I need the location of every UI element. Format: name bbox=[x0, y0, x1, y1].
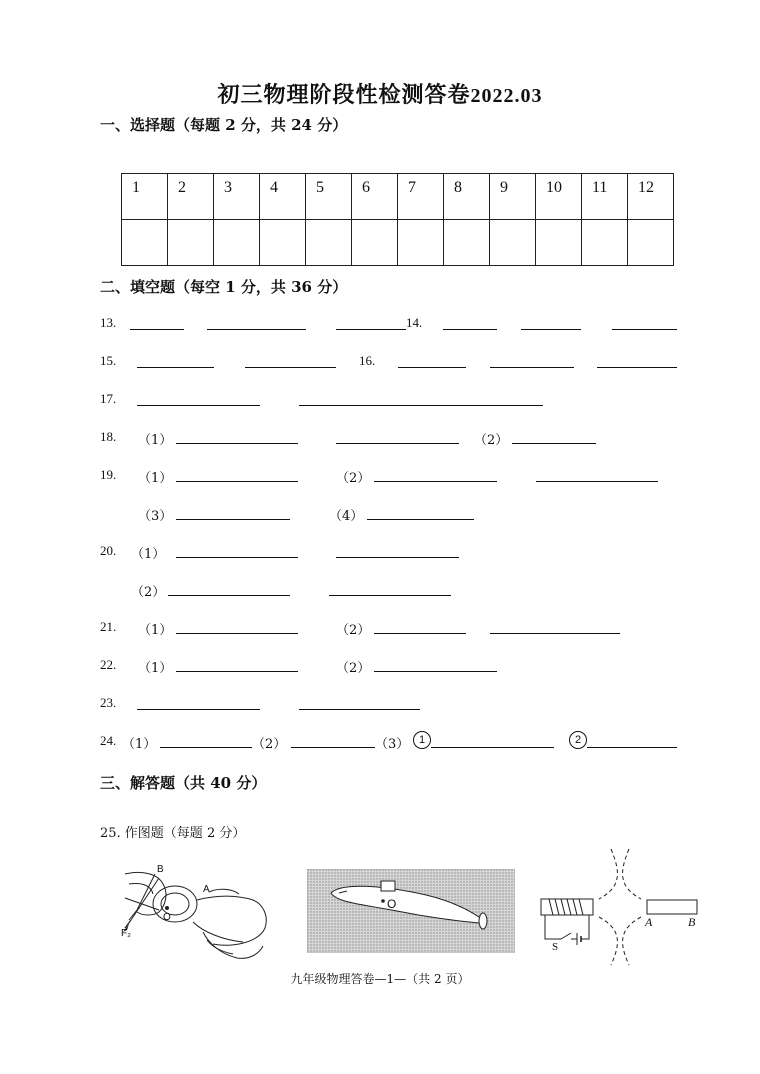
pliers-drawing bbox=[113, 862, 273, 970]
question-number-13: 13. bbox=[100, 315, 117, 330]
page-footer: 九年级物理答卷—1—（共 2 页） bbox=[290, 972, 470, 986]
subpart-label: （1） bbox=[131, 547, 166, 562]
answer-blank[interactable] bbox=[176, 519, 290, 520]
answer-blank[interactable] bbox=[398, 367, 466, 368]
answer-blank[interactable] bbox=[137, 405, 260, 406]
answer-blank[interactable] bbox=[612, 329, 677, 330]
page-title bbox=[0, 78, 760, 109]
subpart-label: （1） bbox=[138, 433, 173, 448]
answer-blank[interactable] bbox=[160, 747, 252, 748]
choice-number-cell: 6 bbox=[352, 174, 398, 220]
answer-blank[interactable] bbox=[336, 329, 406, 330]
label-b: B bbox=[688, 915, 696, 929]
answer-blank[interactable] bbox=[336, 443, 459, 444]
subpart-label: （2） bbox=[131, 585, 166, 600]
figure-pliers bbox=[113, 862, 273, 970]
answer-blank[interactable] bbox=[329, 595, 451, 596]
choice-answer-table bbox=[121, 173, 674, 266]
subpart-label: （2） bbox=[474, 433, 509, 448]
subpart-label: （2） bbox=[336, 471, 371, 486]
question-number-23: 23. bbox=[100, 695, 117, 710]
answer-cell[interactable] bbox=[628, 220, 674, 266]
answer-blank[interactable] bbox=[374, 481, 497, 482]
figure-electromagnet bbox=[537, 847, 702, 967]
answer-blank[interactable] bbox=[168, 595, 290, 596]
label-o: O bbox=[387, 897, 397, 911]
answer-blank[interactable] bbox=[490, 367, 574, 368]
answer-cell[interactable] bbox=[398, 220, 444, 266]
subpart-label: （2） bbox=[336, 661, 371, 676]
title-year: 2022.03 bbox=[470, 85, 543, 107]
circled-number-1: 1 bbox=[413, 731, 431, 749]
choice-number-cell: 8 bbox=[444, 174, 490, 220]
choice-number-row bbox=[122, 174, 674, 220]
choice-answer-row bbox=[122, 220, 674, 266]
answer-blank[interactable] bbox=[176, 557, 298, 558]
answer-cell[interactable] bbox=[306, 220, 352, 266]
answer-blank[interactable] bbox=[176, 671, 298, 672]
question-number-14: 14. bbox=[406, 315, 423, 330]
question-25-heading: 25. 作图题（每题 2 分） bbox=[100, 826, 246, 841]
figure-submarine bbox=[307, 869, 515, 953]
answer-cell[interactable] bbox=[214, 220, 260, 266]
subpart-label: （1） bbox=[138, 471, 173, 486]
answer-blank[interactable] bbox=[536, 481, 658, 482]
answer-cell[interactable] bbox=[490, 220, 536, 266]
answer-cell[interactable] bbox=[352, 220, 398, 266]
answer-cell[interactable] bbox=[260, 220, 306, 266]
answer-blank[interactable] bbox=[245, 367, 336, 368]
label-s: S bbox=[552, 941, 559, 953]
answer-cell[interactable] bbox=[168, 220, 214, 266]
choice-number-cell: 10 bbox=[536, 174, 582, 220]
answer-blank[interactable] bbox=[299, 405, 543, 406]
subpart-label: （3） bbox=[375, 737, 410, 752]
question-number-19: 19. bbox=[100, 467, 117, 482]
choice-number-cell: 3 bbox=[214, 174, 260, 220]
answer-blank[interactable] bbox=[176, 443, 298, 444]
subpart-label: （4） bbox=[329, 509, 364, 524]
choice-number-cell: 9 bbox=[490, 174, 536, 220]
electromagnet-drawing bbox=[537, 847, 702, 967]
answer-blank[interactable] bbox=[137, 709, 260, 710]
label-a: A bbox=[203, 884, 210, 895]
answer-blank[interactable] bbox=[176, 481, 298, 482]
choice-number-cell: 5 bbox=[306, 174, 352, 220]
answer-cell[interactable] bbox=[122, 220, 168, 266]
subpart-label: （1） bbox=[138, 623, 173, 638]
choice-number-cell: 11 bbox=[582, 174, 628, 220]
choice-number-cell: 4 bbox=[260, 174, 306, 220]
circled-number-2: 2 bbox=[569, 731, 587, 749]
question-number-21: 21. bbox=[100, 619, 117, 634]
answer-blank[interactable] bbox=[443, 329, 497, 330]
question-number-24: 24. bbox=[100, 733, 117, 748]
answer-blank[interactable] bbox=[374, 633, 466, 634]
answer-blank[interactable] bbox=[336, 557, 459, 558]
subpart-label: （1） bbox=[138, 661, 173, 676]
section-fill-heading: 二、填空题（每空 1 分，共 36 分） bbox=[100, 278, 348, 296]
answer-blank[interactable] bbox=[374, 671, 497, 672]
answer-blank[interactable] bbox=[291, 747, 375, 748]
answer-blank[interactable] bbox=[299, 709, 420, 710]
question-number-22: 22. bbox=[100, 657, 117, 672]
answer-blank[interactable] bbox=[431, 747, 554, 748]
choice-number-cell: 7 bbox=[398, 174, 444, 220]
question-number-15: 15. bbox=[100, 353, 117, 368]
answer-blank[interactable] bbox=[367, 519, 474, 520]
label-f2: F₂ bbox=[121, 928, 131, 939]
answer-blank[interactable] bbox=[512, 443, 596, 444]
submarine-drawing bbox=[307, 869, 515, 953]
answer-blank[interactable] bbox=[587, 747, 677, 748]
label-a: A bbox=[645, 915, 653, 929]
subpart-label: （2） bbox=[336, 623, 371, 638]
answer-blank[interactable] bbox=[130, 329, 184, 330]
title-text: 初三物理阶段性检测答卷 bbox=[217, 82, 471, 108]
question-number-17: 17. bbox=[100, 391, 117, 406]
answer-blank[interactable] bbox=[176, 633, 298, 634]
answer-blank[interactable] bbox=[207, 329, 306, 330]
answer-blank[interactable] bbox=[490, 633, 620, 634]
choice-number-cell: 1 bbox=[122, 174, 168, 220]
subpart-label: （3） bbox=[138, 509, 173, 524]
subpart-label: （2） bbox=[252, 737, 287, 752]
label-o: O bbox=[163, 912, 171, 923]
label-b: B bbox=[157, 864, 164, 875]
subpart-label: （1） bbox=[122, 737, 157, 752]
choice-number-cell: 12 bbox=[628, 174, 674, 220]
question-number-18: 18. bbox=[100, 429, 117, 444]
answer-cell[interactable] bbox=[582, 220, 628, 266]
question-number-20: 20. bbox=[100, 543, 117, 558]
choice-number-cell: 2 bbox=[168, 174, 214, 220]
answer-blank[interactable] bbox=[137, 367, 214, 368]
section-answer-heading: 三、解答题（共 40 分） bbox=[100, 774, 267, 792]
answer-cell[interactable] bbox=[444, 220, 490, 266]
answer-blank[interactable] bbox=[597, 367, 677, 368]
answer-cell[interactable] bbox=[536, 220, 582, 266]
question-number-16: 16. bbox=[359, 353, 376, 368]
section-choice-heading: 一、选择题（每题 2 分，共 24 分） bbox=[100, 116, 348, 134]
answer-blank[interactable] bbox=[521, 329, 581, 330]
